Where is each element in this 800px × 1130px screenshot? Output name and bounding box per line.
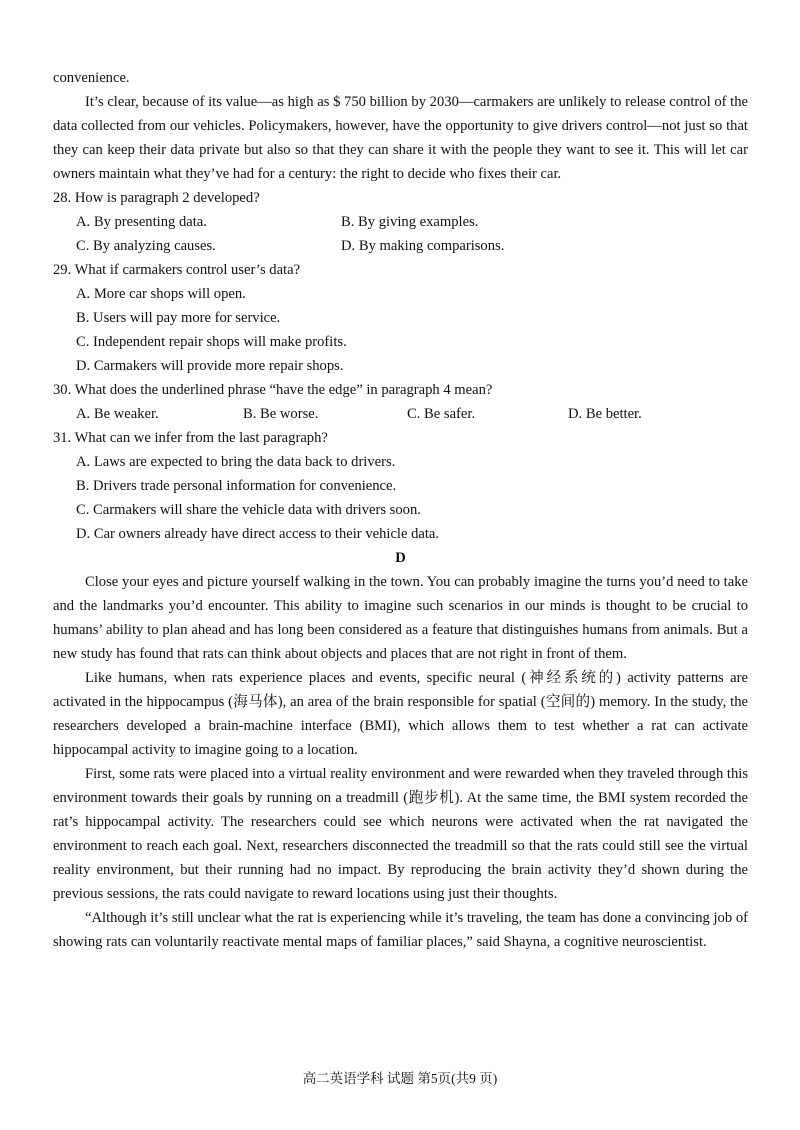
option-b: B. Be worse. xyxy=(243,406,319,422)
options-row xyxy=(53,234,748,258)
question-stem: 28. How is paragraph 2 developed? xyxy=(53,190,260,206)
options-row xyxy=(53,210,748,234)
question-stem: 29. What if carmakers control user’s data? xyxy=(53,262,301,278)
question-28 xyxy=(53,186,748,258)
question-30 xyxy=(53,378,748,426)
option-a: A. Laws are expected to bring the data back to drivers. xyxy=(76,454,396,470)
option-b: B. Drivers trade personal information for convenience. xyxy=(76,478,397,494)
section-heading: D xyxy=(395,550,406,566)
passage-c-continued-text: convenience. xyxy=(53,70,130,86)
passage-d-paragraph-1: Close your eyes and picture yourself walking in the town. You can probably imagine the turns you’d need to take and the landmarks you’d encounter. This ability to imagine such scenarios in our minds is thought to be crucial to humans’ ability to plan ahead and has long been considered as a feature that distinguishes humans from animals. But a new study has found that rats can think about objects and places that are not right in front of them. xyxy=(53,574,748,662)
option-d: D. By making comparisons. xyxy=(341,238,505,254)
passage-d-paragraph-4: “Although it’s still unclear what the rat is experiencing while it’s traveling, the team has done a convincing job of showing rats can voluntarily reactivate mental maps of familiar places,” said Shayna, a cognitive neuroscientist. xyxy=(53,910,748,950)
option-d: D. Carmakers will provide more repair shops. xyxy=(76,358,344,374)
option-b: B. Users will pay more for service. xyxy=(76,310,281,326)
exam-page xyxy=(53,66,748,954)
option-c: C. Independent repair shops will make profits. xyxy=(76,334,347,350)
option-d: D. Car owners already have direct access to their vehicle data. xyxy=(76,526,440,542)
question-stem: 30. What does the underlined phrase “have the edge” in paragraph 4 mean? xyxy=(53,382,493,398)
page-footer: 高二英语学科 试题 第5页(共9 页) xyxy=(302,1071,498,1086)
option-c: C. Be safer. xyxy=(407,406,476,422)
passage-d-paragraph-2: Like humans, when rats experience places and events, specific neural (神经系统的) activity patterns are activated in the hippocampus (海马体), an area of the brain responsible for spatial (空间的) memory. In the study, the researchers developed a brain-machine interface (BMI), which allows them to test whether a rat can activate hippocampal activity to imagine going to a location. xyxy=(53,670,748,758)
passage-c-last-paragraph: It’s clear, because of its value—as high as $ 750 billion by 2030—carmakers are unlikely to release control of the data collected from our vehicles. Policymakers, however, have the opportunity to give drivers control—not just so that they can keep their data private but also so that they can share it with the people they want to see it. This will let car owners maintain what they’ve had for a century: the right to decide who fixes their car. xyxy=(53,94,748,182)
question-31 xyxy=(53,426,748,546)
option-a: A. By presenting data. xyxy=(76,214,207,230)
option-d: D. Be better. xyxy=(568,406,642,422)
question-stem: 31. What can we infer from the last paragraph? xyxy=(53,430,328,446)
option-c: C. Carmakers will share the vehicle data with drivers soon. xyxy=(76,502,421,518)
option-b: B. By giving examples. xyxy=(341,214,479,230)
passage-d-paragraph-3: First, some rats were placed into a virtual reality environment and were rewarded when they traveled through this environment towards their goals by running on a treadmill (跑步机). At the same time, the BMI system recorded the rat’s hippocampal activity. The researchers could see which neurons were activated when the rat navigated the environment to reach each goal. Next, researchers disconnected the treadmill so that the rats could still see the virtual reality environment, but their running had no impact. By reproducing the brain activity they’d shown during the previous sessions, the rats could navigate to reward locations using just their thoughts. xyxy=(53,766,748,902)
option-c: C. By analyzing causes. xyxy=(76,238,216,254)
option-a: A. More car shops will open. xyxy=(76,286,246,302)
option-a: A. Be weaker. xyxy=(76,406,159,422)
options-row xyxy=(53,402,748,426)
question-29 xyxy=(53,258,748,378)
